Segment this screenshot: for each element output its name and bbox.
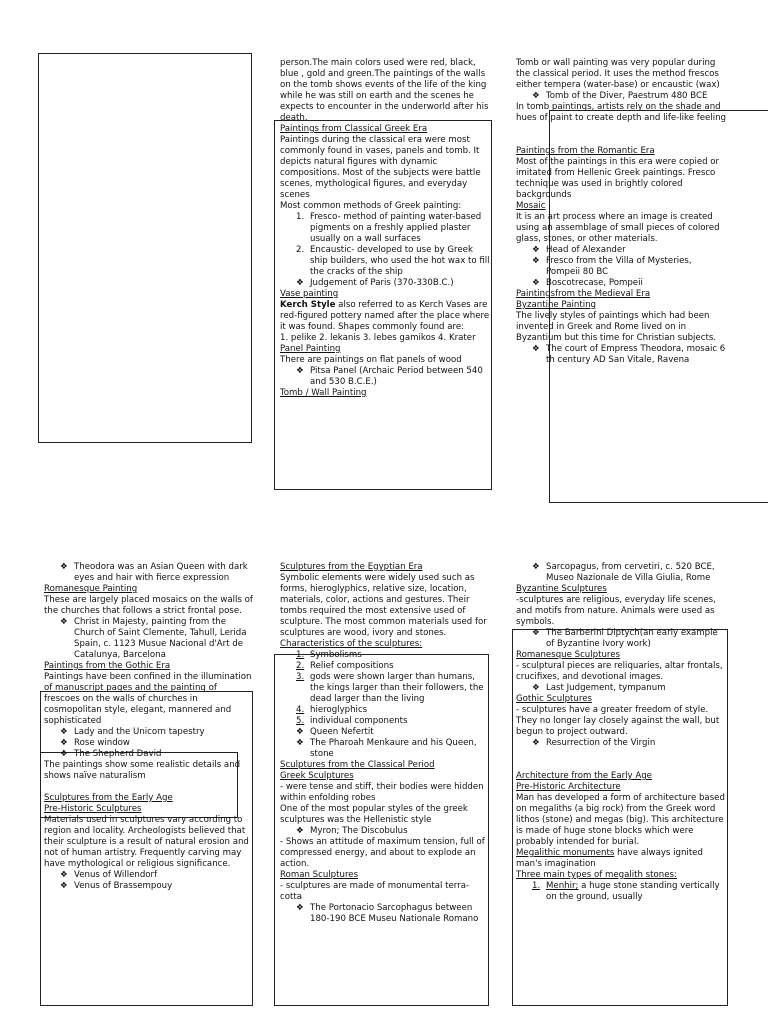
diamond-bullet-icon: ❖	[60, 617, 68, 627]
diamond-bullet-icon: ❖	[532, 562, 540, 572]
gothic-painting-text: Paintings have been confined in the illumination of manuscript pages and the painting of frescoes on the walls of churches in cosmopolitan style, elegant, mannered and sophisticated	[44, 672, 252, 726]
list-item: ❖ Pitsa Panel (Archaic Period between 540 and 530 B.C.E.)	[296, 366, 483, 387]
architecture-heading: Architecture from the Early Age	[516, 771, 652, 781]
list-item: ❖ Tomb of the Diver, Paestrum 480 BCE	[532, 91, 708, 101]
romanesque-painting-heading: Romanesque Painting	[44, 584, 138, 594]
medieval-heading: Paintingsfrom the Medieval Era	[516, 289, 651, 299]
greek-painting-text: Paintings during the classical era were most commonly found in vases, panels and tomb. It depicts natural figures with dynamic compositions. Most of the subjects were battle scenes, mythological figures, and everyday scenes	[280, 135, 481, 200]
diamond-bullet-icon: ❖	[296, 903, 304, 913]
list-item: ❖ Sarcopagus, from cervetiri, c. 520 BCE, Museo Nazionale de Villa Giulia, Rome	[532, 562, 715, 583]
page1-column2	[280, 58, 490, 399]
page2-column1	[44, 562, 254, 892]
empty-image-frame	[38, 53, 252, 443]
panel-text: There are paintings on flat panels of wood	[280, 355, 462, 365]
diamond-bullet-icon: ❖	[532, 245, 540, 255]
list-item: 2. Encaustic- developed to use by Greek ship builders, who used the hot wax to fill the cracks of the ship	[296, 245, 490, 277]
list-item: ❖ Head of Alexander	[532, 245, 626, 255]
list-item: ❖ Resurrection of the Virgin	[532, 738, 656, 748]
diamond-bullet-icon: ❖	[60, 749, 68, 759]
list-item: ❖ Last Judgement, tympanum	[532, 683, 666, 693]
byzantine-sculpture-text: -sculptures are religious, everyday life scenes, and motifs from nature. Animals were used as symbols.	[516, 595, 716, 627]
vase-heading: Vase painting	[280, 289, 339, 299]
methods-lead: Most common methods of Greek painting:	[280, 201, 462, 211]
list-item: 3. gods were shown larger than humans, the kings larger than their followers, the dead larger than the living	[296, 672, 484, 704]
diamond-bullet-icon: ❖	[532, 738, 540, 748]
list-item: ❖ The Barberini Diptych(an early example of Byzantine Ivory work)	[532, 628, 718, 649]
list-item: 1. Menhir; a huge stone standing vertically on the ground, usually	[532, 881, 720, 902]
list-item: ❖ The court of Empress Theodora, mosaic 6 th century AD San Vitale, Ravena	[532, 344, 726, 365]
diamond-bullet-icon: ❖	[532, 344, 540, 354]
gothic-text-2: The paintings show some realistic details and shows naïve naturalism	[44, 760, 241, 781]
list-item: ❖ Boscotrecase, Pompeii	[532, 278, 643, 288]
list-item: ❖ Judgement of Paris (370-330B.C.)	[296, 278, 454, 288]
byzantine-sculpture-heading: Byzantine Sculptures	[516, 584, 607, 594]
diamond-bullet-icon: ❖	[532, 683, 540, 693]
list-item: 1. Symbolisms	[296, 650, 362, 660]
prehistoric-sculpture-text: Materials used in sculptures vary according to region and locality. Archeologists believed that their sculpture is a result of natural erosion and not of human artistry. Frequently carving may have mythological or religious significance.	[44, 815, 249, 869]
tomb-heading: Tomb / Wall Painting	[280, 388, 367, 398]
greek-sculpture-text: - were tense and stiff, their bodies were hidden within enfolding robes	[280, 782, 484, 803]
list-item: 4. hieroglyphics	[296, 705, 368, 715]
list-item: 2. Relief compositions	[296, 661, 394, 671]
list-item: ❖ Theodora was an Asian Queen with dark eyes and hair with fierce expression	[60, 562, 248, 583]
panel-heading: Panel Painting	[280, 344, 341, 354]
tomb-text: Tomb or wall painting was very popular during the classical period. It uses the method frescos either tempera (water-base) or encaustic (wax)	[516, 58, 720, 90]
diamond-bullet-icon: ❖	[296, 738, 304, 748]
roman-sculpture-text: - sculptures are made of monumental terra-cotta	[280, 881, 470, 902]
prehistoric-architecture-heading: Pre-Historic Architecture	[516, 782, 621, 792]
list-item: ❖ The Shepherd David	[60, 749, 162, 759]
greek-painting-heading: Paintings from Classical Greek Era	[280, 124, 428, 134]
list-item: ❖ Venus of Willendorf	[60, 870, 158, 880]
gothic-sculpture-text: - sculptures have a greater freedom of style. They no longer lay closely against the wall, but begun to project outward.	[516, 705, 720, 737]
diamond-bullet-icon: ❖	[60, 881, 68, 891]
list-item: ❖ Rose window	[60, 738, 130, 748]
diamond-bullet-icon: ❖	[532, 278, 540, 288]
mosaic-text: It is an art process where an image is created using an assemblage of small pieces of colored glass, stones, or other materials.	[516, 212, 720, 244]
diamond-bullet-icon: ❖	[296, 278, 304, 288]
diamond-bullet-icon: ❖	[60, 562, 68, 572]
romanesque-painting-text: These are largely placed mosaics on the walls of the churches that follows a strict frontal pose.	[44, 595, 253, 616]
list-item: ❖ Fresco from the Villa of Mysteries, Pompeii 80 BC	[532, 256, 692, 277]
romantic-text: Most of the paintings in this era were copied or imitated from Hellenic Greek paintings. Fresco technique was used in brightly colored backgrounds	[516, 157, 720, 200]
diamond-bullet-icon: ❖	[296, 366, 304, 376]
prehistoric-architecture-text: Man has developed a form of architecture based on megaliths (a big rock) from the Greek word lithos (stone) and megas (big). This architecture is made of huge stone blocks which were probably intended for burial.	[516, 793, 725, 847]
list-item: ❖ The Portonacio Sarcophagus between 180-190 BCE Museu Nationale Romano	[296, 903, 479, 924]
list-item: ❖ Lady and the Unicorn tapestry	[60, 727, 205, 737]
gothic-sculpture-heading: Gothic Sculptures	[516, 694, 592, 704]
prehistoric-sculpture-heading: Pre-Historic Sculptures	[44, 804, 142, 814]
page1-column3	[516, 58, 726, 366]
diamond-bullet-icon: ❖	[532, 256, 540, 266]
roman-sculpture-heading: Roman Sculptures	[280, 870, 359, 880]
diamond-bullet-icon: ❖	[60, 738, 68, 748]
diamond-bullet-icon: ❖	[296, 727, 304, 737]
list-item: ❖ Christ in Majesty, painting from the Church of Saint Clemente, Tahull, Lerida Spain, c. 1123 Musue Nacional d'Art de Catalunya, Barcelona	[60, 617, 247, 660]
gothic-painting-heading: Paintings from the Gothic Era	[44, 661, 171, 671]
romanesque-sculpture-heading: Romanesque Sculptures	[516, 650, 621, 660]
egyptian-sculpture-heading: Sculptures from the Egyptian Era	[280, 562, 423, 572]
list-item: 1. Fresco- method of painting water-based pigments on a freshly applied plaster usually on a wall surfaces	[296, 212, 482, 244]
diamond-bullet-icon: ❖	[60, 870, 68, 880]
egypt-paint-text: person.The main colors used were red, black, blue , gold and green.The paintings of the walls on the tomb shows events of the life of the king while he was still on earth and the scenes he expects to encounter in the underworld after his death.	[280, 58, 489, 123]
list-item: ❖ Venus of Brassempouy	[60, 881, 173, 891]
greek-sculpture-heading: Greek Sculptures	[280, 771, 354, 781]
romanesque-sculpture-text: - sculptural pieces are reliquaries, altar frontals, crucifixes, and devotional images.	[516, 661, 723, 682]
page2-column2	[280, 562, 488, 925]
list-item: ❖ Queen Nefertit	[296, 727, 374, 737]
list-item: 5. individual components	[296, 716, 408, 726]
romantic-heading: Paintings from the Romantic Era	[516, 146, 655, 156]
kerch-paragraph: Kerch Style also referred to as Kerch Vases are red-figured pottery named after the place where it was found. Shapes commonly found are:	[280, 300, 490, 332]
shapes-list: 1. pelike 2. lekanis 3. lebes gamikos 4. Krater	[280, 333, 476, 343]
megalithic-paragraph: Megalithic monuments have always ignited man's imagination	[516, 848, 703, 869]
greek-sculpture-text-2: One of the most popular styles of the greek sculptures was the Hellenistic style	[280, 804, 468, 825]
diamond-bullet-icon: ❖	[532, 628, 540, 638]
megalith-types-heading: Three main types of megalith stones:	[516, 870, 677, 880]
byzantine-painting-heading: Byzantine Painting	[516, 300, 596, 310]
list-item: ❖ The Pharoah Menkaure and his Queen, stone	[296, 738, 477, 759]
classical-sculpture-heading: Sculptures from the Classical Period	[280, 760, 435, 770]
diamond-bullet-icon: ❖	[296, 826, 304, 836]
greek-sculpture-text-3: - Shows an attitude of maximum tension, full of compressed energy, and about to explode an action.	[280, 837, 485, 869]
characteristics-heading: Characteristics of the sculptures:	[280, 639, 423, 649]
diamond-bullet-icon: ❖	[60, 727, 68, 737]
egyptian-sculpture-text: Symbolic elements were widely used such as forms, hieroglyphics, relative size, location, materials, color, actions and gestures. Their tombs required the most extensive used of sculpture. The most common materials used for sculptures are wood, ivory and stones.	[280, 573, 487, 638]
list-item: ❖ Myron; The Discobulus	[296, 826, 408, 836]
early-sculpture-heading: Sculptures from the Early Age	[44, 793, 173, 803]
page2-column3	[516, 562, 726, 903]
byzantine-painting-text: The lively styles of paintings which had been invented in Greek and Rome lived on in Byzantium but this time for Christian subjects.	[516, 311, 717, 343]
mosaic-heading: Mosaic	[516, 201, 546, 211]
tomb-text-2: In tomb paintings, artists rely on the shade and hues of paint to create depth and life-like feeling	[516, 102, 727, 123]
diamond-bullet-icon: ❖	[532, 91, 540, 101]
